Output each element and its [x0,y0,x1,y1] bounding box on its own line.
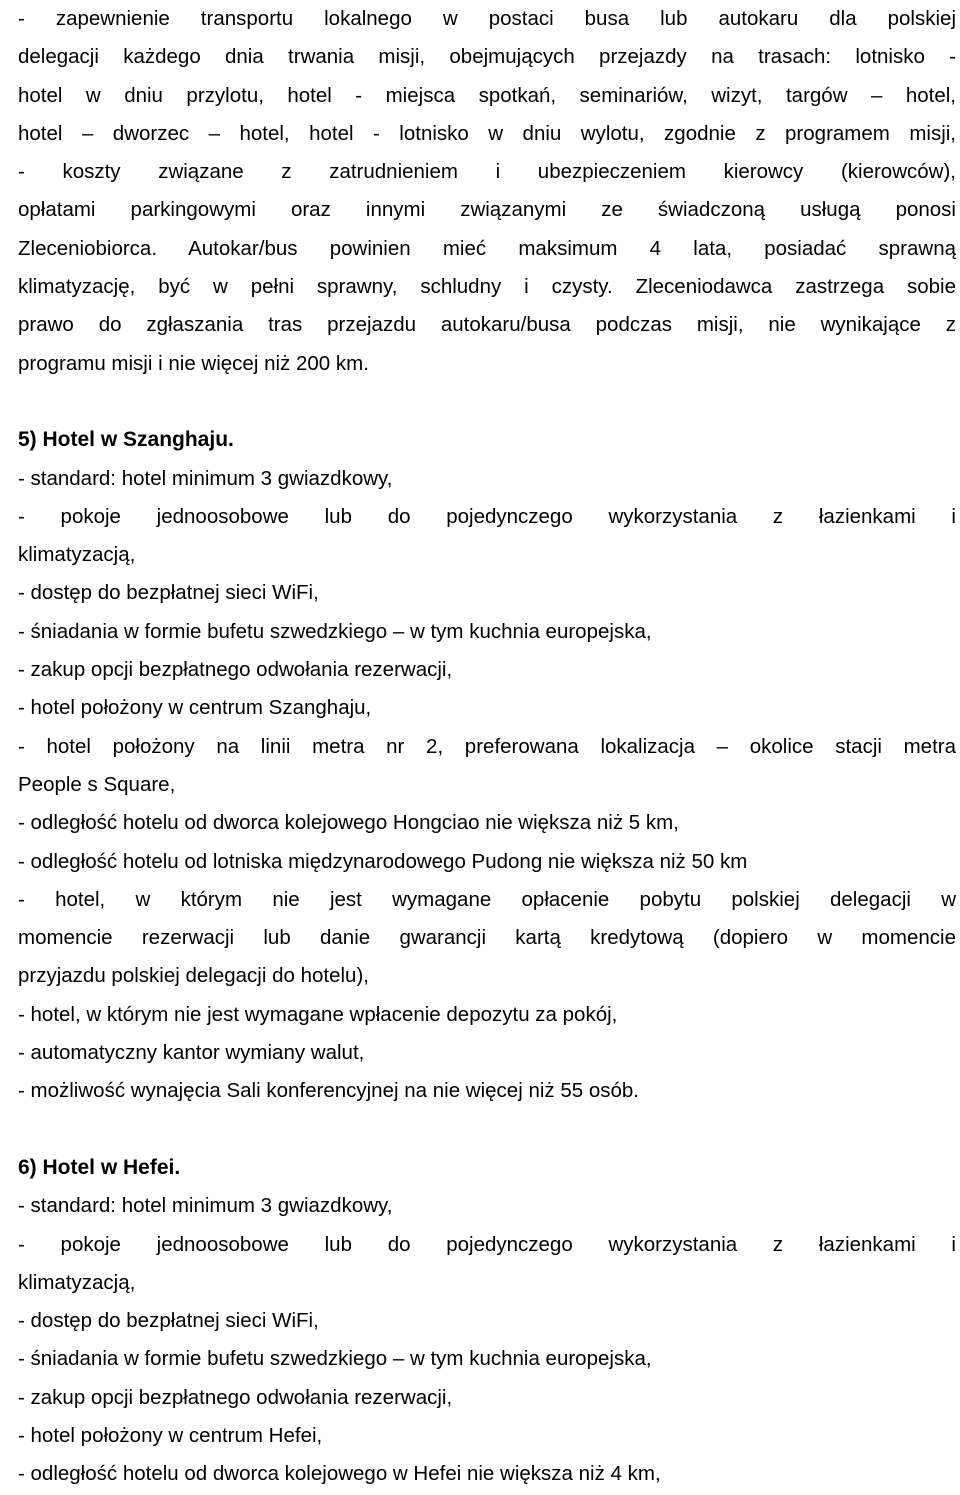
list-item: - hotel, w którym nie jest wymagane opłacenie pobytu polskiej delegacji w [18,887,956,911]
list-item: - możliwość wynajęcia Sali konferencyjnej na nie więcej niż 55 osób. [18,1079,639,1103]
list-item: - hotel położony w centrum Hefei, [18,1423,323,1447]
list-item: - pokoje jednoosobowe lub do pojedynczego wykorzystania z łazienkami i [18,504,956,528]
list-item: - zakup opcji bezpłatnego odwołania rezerwacji, [18,1385,453,1409]
text-line: delegacji każdego dnia trwania misji, obejmujących przejazdy na trasach: lotnisko - [18,45,956,69]
list-item: - hotel położony na linii metra nr 2, preferowana lokalizacja – okolice stacji metra [18,734,956,758]
list-item-continuation: momencie rezerwacji lub danie gwarancji kartą kredytową (dopiero w momencie [18,926,956,950]
list-item: - śniadania w formie bufetu szwedzkiego – w tym kuchnia europejska, [18,1347,652,1371]
list-item: - automatyczny kantor wymiany walut, [18,1041,365,1065]
section-hotel-shanghai [18,421,956,1110]
list-item-continuation: przyjazdu polskiej delegacji do hotelu), [18,964,369,988]
list-item: - standard: hotel minimum 3 gwiazdkowy, [18,1194,393,1218]
text-line: Zleceniobiorca. Autokar/bus powinien mieć maksimum 4 lata, posiadać sprawną [18,236,956,260]
list-item: - odległość hotelu od dworca kolejowego Hongciao nie większa niż 5 km, [18,811,679,835]
paragraph-spacer [18,1111,956,1149]
section-heading: 6) Hotel w Hefei. [18,1155,181,1179]
section-hotel-hefei [18,1149,956,1494]
list-item: - zakup opcji bezpłatnego odwołania rezerwacji, [18,658,453,682]
text-line: hotel – dworzec – hotel, hotel - lotnisko w dniu wylotu, zgodnie z programem misji, [18,121,956,145]
section-heading: 5) Hotel w Szanghaju. [18,428,234,452]
list-item: - odległość hotelu od dworca kolejowego w Hefei nie większa niż 4 km, [18,1462,661,1486]
text-line: - koszty związane z zatrudnieniem i ubezpieczeniem kierowcy (kierowców), [18,160,956,184]
list-item: - hotel położony w centrum Szanghaju, [18,696,372,720]
list-item: - śniadania w formie bufetu szwedzkiego – w tym kuchnia europejska, [18,619,652,643]
list-item: - hotel, w którym nie jest wymagane wpłacenie depozytu za pokój, [18,1002,618,1026]
text-line: opłatami parkingowymi oraz innymi związanymi ze świadczoną usługą ponosi [18,198,956,222]
text-line: prawo do zgłaszania tras przejazdu autokaru/busa podczas misji, nie wynikające z [18,313,956,337]
text-line: - zapewnienie transportu lokalnego w postaci busa lub autokaru dla polskiej [18,7,956,30]
list-item: - dostęp do bezpłatnej sieci WiFi, [18,1309,319,1333]
text-line: hotel w dniu przylotu, hotel - miejsca spotkań, seminariów, wizyt, targów – hotel, [18,83,956,107]
list-item-continuation: klimatyzacją, [18,1270,136,1294]
list-item: - standard: hotel minimum 3 gwiazdkowy, [18,466,393,490]
list-item: - pokoje jednoosobowe lub do pojedynczego wykorzystania z łazienkami i [18,1232,956,1256]
list-item: - odległość hotelu od lotniska międzynarodowego Pudong nie większa niż 50 km [18,849,748,873]
list-item-continuation: klimatyzacją, [18,543,136,567]
list-item-continuation: People s Square, [18,772,176,796]
text-line: programu misji i nie więcej niż 200 km. [18,351,369,375]
document-page [18,0,956,1494]
text-line: klimatyzację, być w pełni sprawny, schludny i czysty. Zleceniodawca zastrzega sobie [18,275,956,299]
paragraph-spacer [18,383,956,421]
transport-paragraph [18,0,956,383]
list-item: - dostęp do bezpłatnej sieci WiFi, [18,581,319,605]
